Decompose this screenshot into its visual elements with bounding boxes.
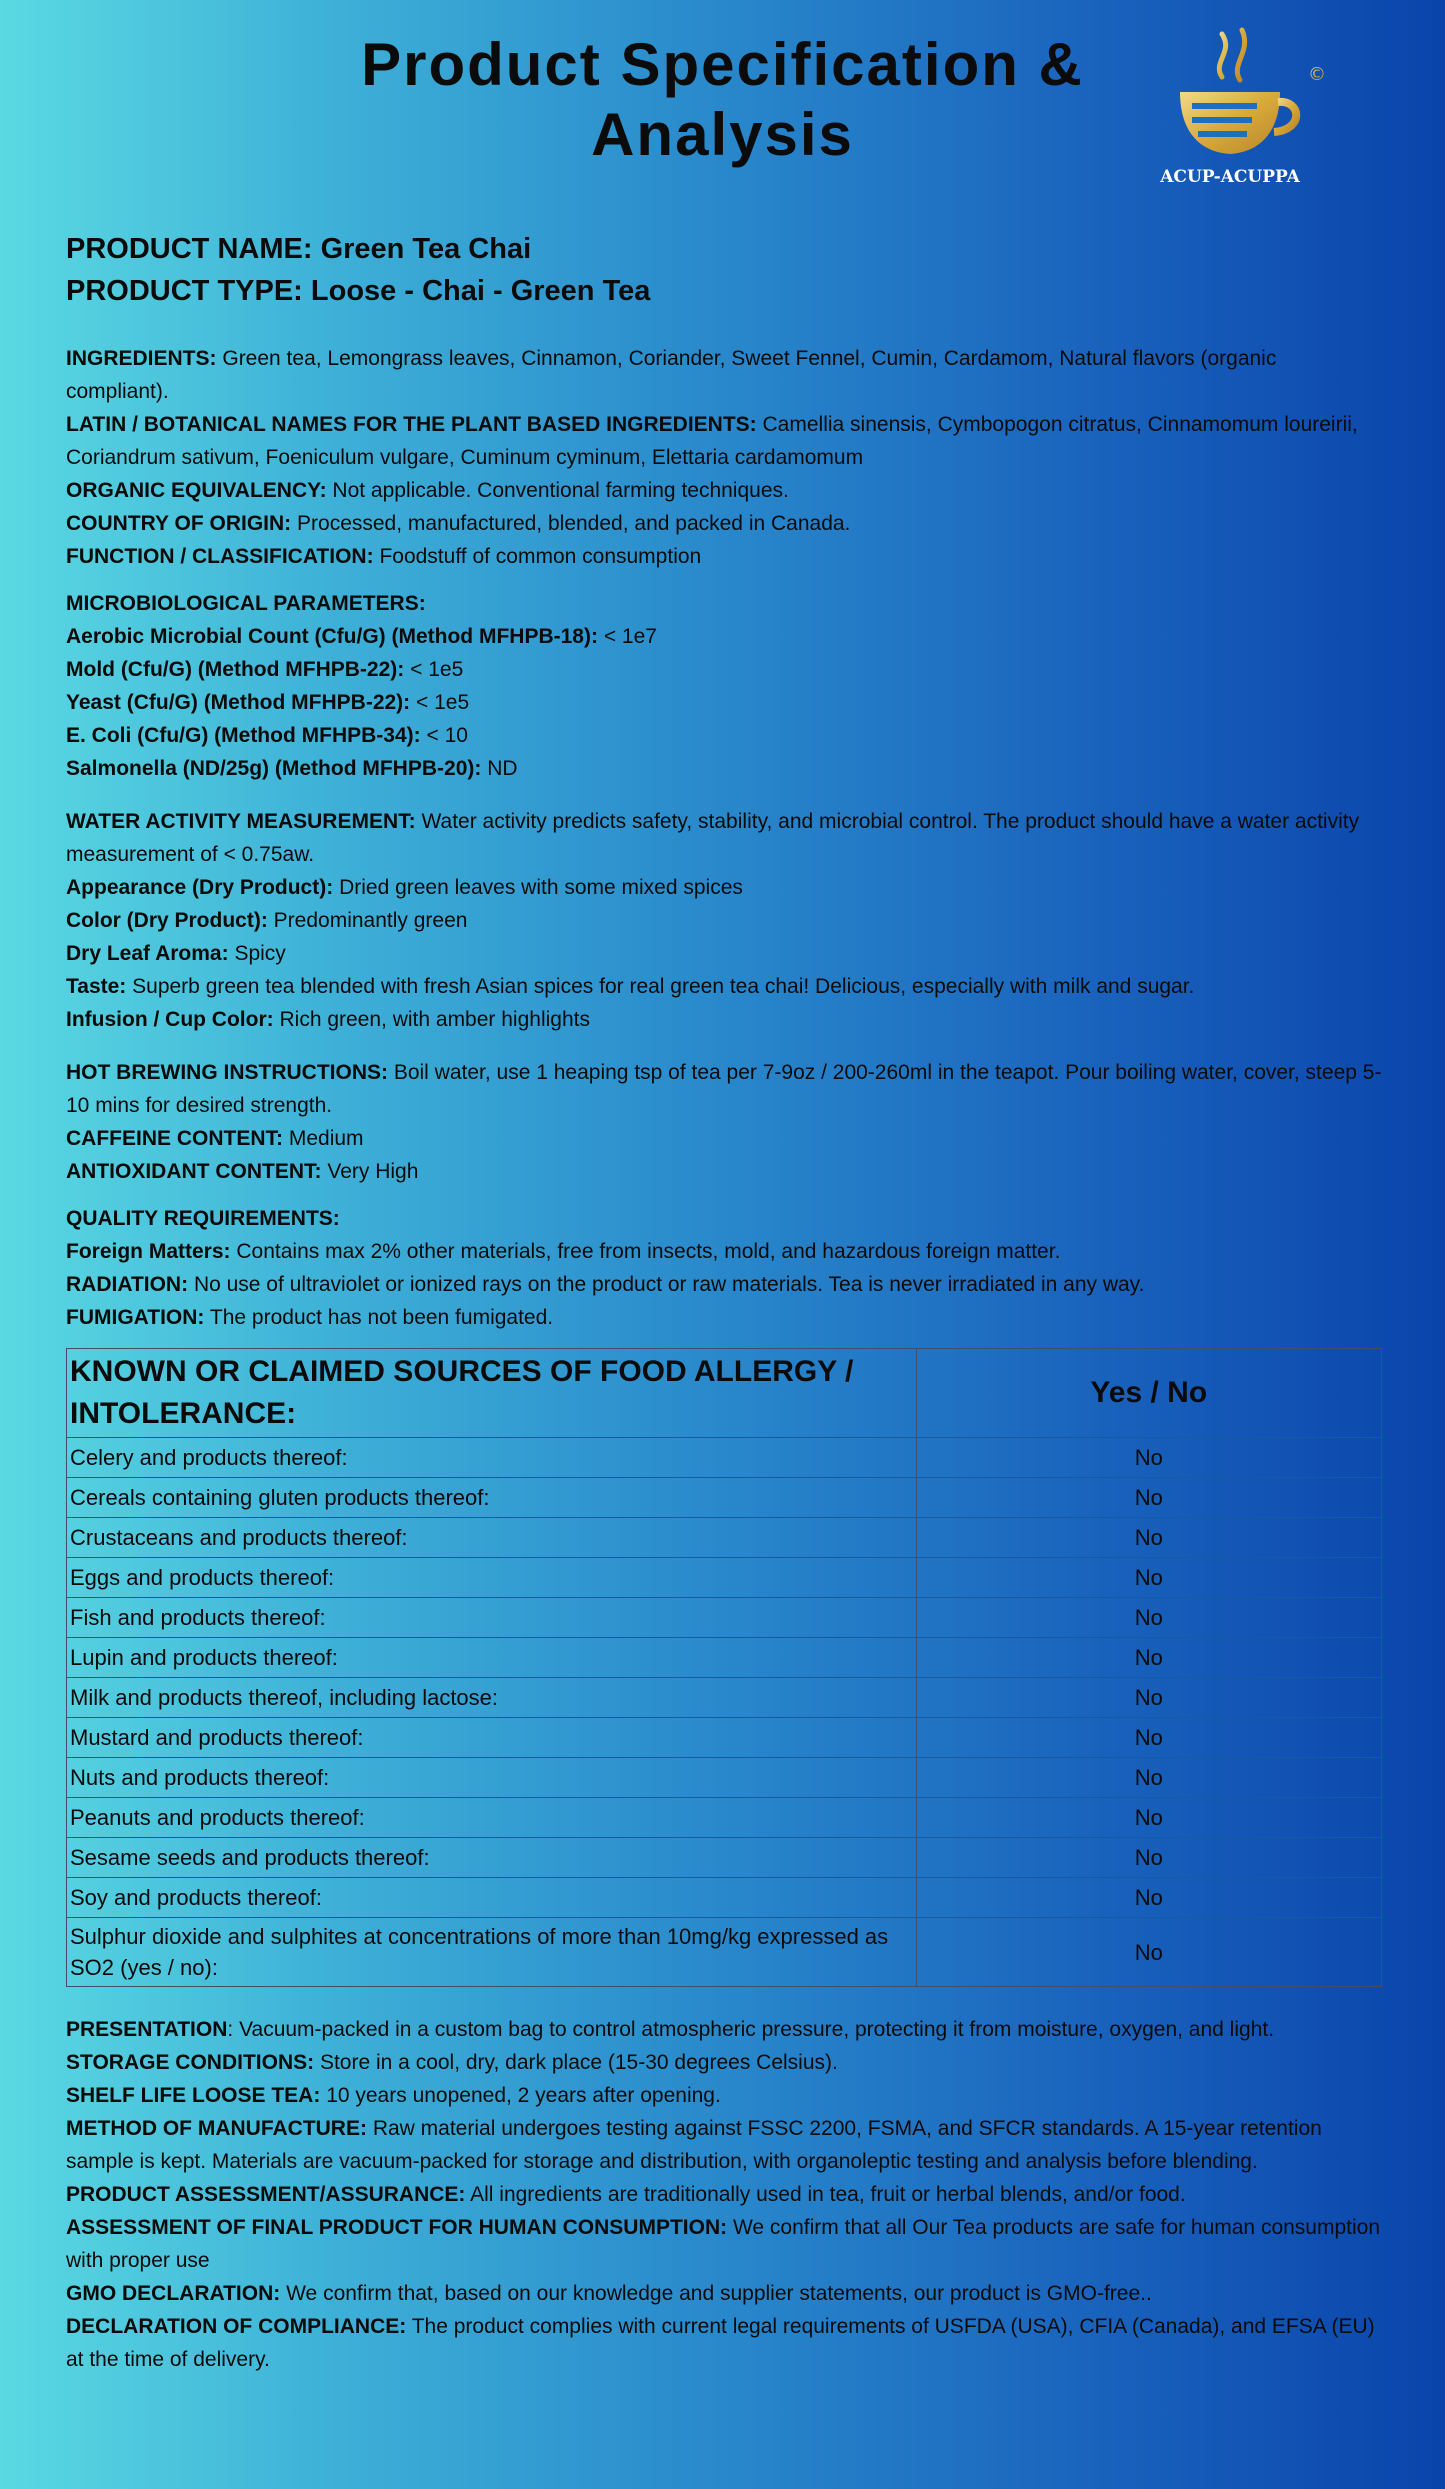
spec-line xyxy=(66,1122,1382,1155)
spec-value: Dried green leaves with some mixed spices xyxy=(339,876,743,899)
spec-value: The product has not been fumigated. xyxy=(209,1306,554,1329)
spec-label: STORAGE CONDITIONS: xyxy=(66,2051,315,2074)
spec-value: Medium xyxy=(288,1127,364,1150)
allergen-answer: No xyxy=(916,1838,1381,1878)
spec-label: Yeast (Cfu/G) (Method MFHPB-22): xyxy=(66,691,411,714)
spec-line xyxy=(66,2277,1382,2310)
allergen-name: Peanuts and products thereof: xyxy=(67,1798,917,1838)
spec-line xyxy=(66,904,1382,937)
spec-label: FUMIGATION: xyxy=(66,1306,205,1329)
spec-line xyxy=(66,408,1382,474)
spec-value: Rich green, with amber highlights xyxy=(279,1008,590,1031)
spec-label: CAFFEINE CONTENT: xyxy=(66,1127,283,1150)
spec-label: LATIN / BOTANICAL NAMES FOR THE PLANT BASED INGREDIENTS: xyxy=(66,413,757,436)
spec-line xyxy=(66,1268,1382,1301)
allergen-name: Fish and products thereof: xyxy=(67,1598,917,1638)
spec-value: We confirm that, based on our knowledge and supplier statements, our product is GMO-free.. xyxy=(286,2282,1152,2305)
sensory-section xyxy=(66,805,1382,1036)
product-identity xyxy=(66,228,1382,312)
spec-line xyxy=(66,540,1382,573)
spec-line xyxy=(66,1235,1382,1268)
micro-line xyxy=(66,686,1382,719)
spec-line xyxy=(66,2178,1382,2211)
product-type-value: Loose - Chai - Green Tea xyxy=(310,275,651,307)
spec-line xyxy=(66,937,1382,970)
spec-line xyxy=(66,2310,1382,2376)
spec-value: Boil water, use 1 heaping tsp of tea per 7-9oz / 200-260ml in the teapot. Pour boiling water, cover, steep 5-10 mins for desired strength. xyxy=(66,1061,1382,1117)
spec-label: Salmonella (ND/25g) (Method MFHPB-20): xyxy=(66,757,482,780)
spec-label: Infusion / Cup Color: xyxy=(66,1008,274,1031)
spec-label: Aerobic Microbial Count (Cfu/G) (Method MFHPB-18): xyxy=(66,625,598,648)
spec-value: Store in a cool, dry, dark place (15-30 degrees Celsius). xyxy=(319,2051,838,2074)
spec-label: RADIATION: xyxy=(66,1273,189,1296)
allergen-name: Cereals containing gluten products thereof: xyxy=(67,1478,917,1518)
allergen-name: Crustaceans and products thereof: xyxy=(67,1518,917,1558)
spec-line xyxy=(66,805,1382,871)
spec-line xyxy=(66,2112,1382,2178)
table-row xyxy=(67,1718,1382,1758)
table-row xyxy=(67,1838,1382,1878)
micro-heading: MICROBIOLOGICAL PARAMETERS: xyxy=(66,592,426,615)
allergen-answer: No xyxy=(916,1918,1381,1987)
allergy-header-label: KNOWN OR CLAIMED SOURCES OF FOOD ALLERGY / INTOLERANCE: xyxy=(67,1349,917,1438)
spec-label: WATER ACTIVITY MEASUREMENT: xyxy=(66,810,416,833)
allergen-answer: No xyxy=(916,1878,1381,1918)
spec-label: Color (Dry Product): xyxy=(66,909,268,932)
micro-section xyxy=(66,587,1382,785)
spec-label: GMO DECLARATION: xyxy=(66,2282,281,2305)
spec-value: < 1e5 xyxy=(416,691,470,714)
allergen-answer: No xyxy=(916,1678,1381,1718)
spec-label: COUNTRY OF ORIGIN: xyxy=(66,512,292,535)
table-row xyxy=(67,1598,1382,1638)
allergen-answer: No xyxy=(916,1718,1381,1758)
spec-content xyxy=(66,228,1382,2390)
allergen-name: Sesame seeds and products thereof: xyxy=(67,1838,917,1878)
product-name-value: Green Tea Chai xyxy=(320,233,532,265)
spec-value: Raw material undergoes testing against FSSC 2200, FSMA, and SFCR standards. A 15-year retention sample is kept. Materials are vacuum-packed for storage and distribution, with organoleptic testing and analysis before blending. xyxy=(66,2117,1322,2173)
brewing-section xyxy=(66,1056,1382,1188)
spec-label: Dry Leaf Aroma: xyxy=(66,942,229,965)
spec-value: Very High xyxy=(327,1160,419,1183)
spec-value: Processed, manufactured, blended, and packed in Canada. xyxy=(297,512,851,535)
product-type-line xyxy=(66,270,1382,312)
spec-line xyxy=(66,2013,1382,2046)
table-row xyxy=(67,1678,1382,1718)
spec-label: Appearance (Dry Product): xyxy=(66,876,334,899)
table-row xyxy=(67,1478,1382,1518)
spec-value: All ingredients are traditionally used in tea, fruit or herbal blends, and/or food. xyxy=(470,2183,1186,2206)
spec-value: Water activity predicts safety, stability, and microbial control. The product should have a water activity measurement of < 0.75aw. xyxy=(66,810,1360,866)
spec-line xyxy=(66,507,1382,540)
allergen-answer: No xyxy=(916,1758,1381,1798)
spec-line xyxy=(66,2046,1382,2079)
spec-line xyxy=(66,342,1382,408)
spec-line xyxy=(66,970,1382,1003)
spec-line xyxy=(66,1056,1382,1122)
spec-label: METHOD OF MANUFACTURE: xyxy=(66,2117,367,2140)
spec-label: FUNCTION / CLASSIFICATION: xyxy=(66,545,374,568)
spec-label: SHELF LIFE LOOSE TEA: xyxy=(66,2084,321,2107)
micro-line xyxy=(66,620,1382,653)
allergen-name: Nuts and products thereof: xyxy=(67,1758,917,1798)
spec-label: HOT BREWING INSTRUCTIONS: xyxy=(66,1061,388,1084)
spec-line xyxy=(66,1155,1382,1188)
allergen-answer: No xyxy=(916,1518,1381,1558)
spec-label: Foreign Matters: xyxy=(66,1240,231,1263)
spec-label: ASSESSMENT OF FINAL PRODUCT FOR HUMAN CONSUMPTION: xyxy=(66,2216,728,2239)
spec-value: < 10 xyxy=(426,724,468,747)
spec-value: Camellia sinensis, Cymbopogon citratus, Cinnamomum loureirii, Coriandrum sativum, Foeniculum vulgare, Cuminum cyminum, Elettaria cardamomum xyxy=(66,413,1358,469)
allergen-answer: No xyxy=(916,1598,1381,1638)
micro-line xyxy=(66,752,1382,785)
allergen-name: Soy and products thereof: xyxy=(67,1878,917,1918)
table-row xyxy=(67,1558,1382,1598)
table-row xyxy=(67,1878,1382,1918)
table-row xyxy=(67,1798,1382,1838)
spec-value: Predominantly green xyxy=(273,909,468,932)
table-row xyxy=(67,1918,1382,1987)
table-row xyxy=(67,1638,1382,1678)
allergen-answer: No xyxy=(916,1798,1381,1838)
spec-value: < 1e7 xyxy=(603,625,657,648)
spec-value: Contains max 2% other materials, free from insects, mold, and hazardous foreign matter. xyxy=(236,1240,1061,1263)
svg-text:©: © xyxy=(1308,64,1326,85)
spec-value: : Vacuum-packed in a custom bag to control atmospheric pressure, protecting it from moisture, oxygen, and light. xyxy=(227,2018,1275,2041)
allergen-name: Lupin and products thereof: xyxy=(67,1638,917,1678)
spec-label: Mold (Cfu/G) (Method MFHPB-22): xyxy=(66,658,405,681)
spec-line xyxy=(66,2079,1382,2112)
allergen-name: Milk and products thereof, including lactose: xyxy=(67,1678,917,1718)
spec-value: Not applicable. Conventional farming techniques. xyxy=(332,479,789,502)
tea-cup-logo xyxy=(1152,22,1332,192)
spec-value: The product complies with current legal requirements of USFDA (USA), CFIA (Canada), and EFSA (EU) at the time of delivery. xyxy=(66,2315,1375,2371)
svg-text:ACUP-ACUPPA: ACUP-ACUPPA xyxy=(1160,167,1300,187)
spec-value: Spicy xyxy=(234,942,286,965)
spec-line xyxy=(66,1003,1382,1036)
allergen-name: Celery and products thereof: xyxy=(67,1438,917,1478)
allergy-table xyxy=(66,1348,1382,1987)
spec-value: Green tea, Lemongrass leaves, Cinnamon, Coriander, Sweet Fennel, Cumin, Cardamom, Natural flavors (organic compliant). xyxy=(66,347,1277,403)
spec-value: Foodstuff of common consumption xyxy=(379,545,702,568)
spec-line xyxy=(66,871,1382,904)
quality-heading: QUALITY REQUIREMENTS: xyxy=(66,1207,340,1230)
final-section xyxy=(66,2013,1382,2376)
product-name-label: PRODUCT NAME: xyxy=(66,233,313,265)
spec-value: ND xyxy=(487,757,518,780)
micro-line xyxy=(66,719,1382,752)
spec-line xyxy=(66,474,1382,507)
allergen-name: Eggs and products thereof: xyxy=(67,1558,917,1598)
spec-value: We confirm that all Our Tea products are safe for human consumption with proper use xyxy=(66,2216,1381,2272)
spec-label: INGREDIENTS: xyxy=(66,347,217,370)
product-type-label: PRODUCT TYPE: xyxy=(66,275,303,307)
spec-value: 10 years unopened, 2 years after opening. xyxy=(326,2084,721,2107)
spec-label: ORGANIC EQUIVALENCY: xyxy=(66,479,327,502)
table-row xyxy=(67,1438,1382,1478)
table-row xyxy=(67,1518,1382,1558)
product-name-line xyxy=(66,228,1382,270)
spec-line xyxy=(66,1301,1382,1334)
general-section xyxy=(66,342,1382,573)
spec-label: PRESENTATION xyxy=(66,2018,228,2041)
spec-value: < 1e5 xyxy=(410,658,464,681)
allergen-answer: No xyxy=(916,1438,1381,1478)
spec-label: PRODUCT ASSESSMENT/ASSURANCE: xyxy=(66,2183,466,2206)
micro-line xyxy=(66,653,1382,686)
page-title: Product Specification & Analysis xyxy=(361,31,1084,168)
allergen-answer: No xyxy=(916,1558,1381,1598)
spec-value: No use of ultraviolet or ionized rays on the product or raw materials. Tea is never irradiated in any way. xyxy=(193,1273,1145,1296)
allergen-answer: No xyxy=(916,1478,1381,1518)
table-row xyxy=(67,1758,1382,1798)
yes-no-header: Yes / No xyxy=(916,1349,1381,1438)
table-header-row xyxy=(67,1349,1382,1438)
allergen-name: Mustard and products thereof: xyxy=(67,1718,917,1758)
spec-label: ANTIOXIDANT CONTENT: xyxy=(66,1160,322,1183)
spec-value: Superb green tea blended with fresh Asian spices for real green tea chai! Delicious, especially with milk and sugar. xyxy=(132,975,1195,998)
quality-section xyxy=(66,1202,1382,1334)
spec-label: DECLARATION OF COMPLIANCE: xyxy=(66,2315,407,2338)
allergen-name: Sulphur dioxide and sulphites at concentrations of more than 10mg/kg expressed as SO2 (yes / no): xyxy=(67,1918,917,1987)
allergen-answer: No xyxy=(916,1638,1381,1678)
spec-label: E. Coli (Cfu/G) (Method MFHPB-34): xyxy=(66,724,421,747)
spec-label: Taste: xyxy=(66,975,127,998)
spec-line xyxy=(66,2211,1382,2277)
